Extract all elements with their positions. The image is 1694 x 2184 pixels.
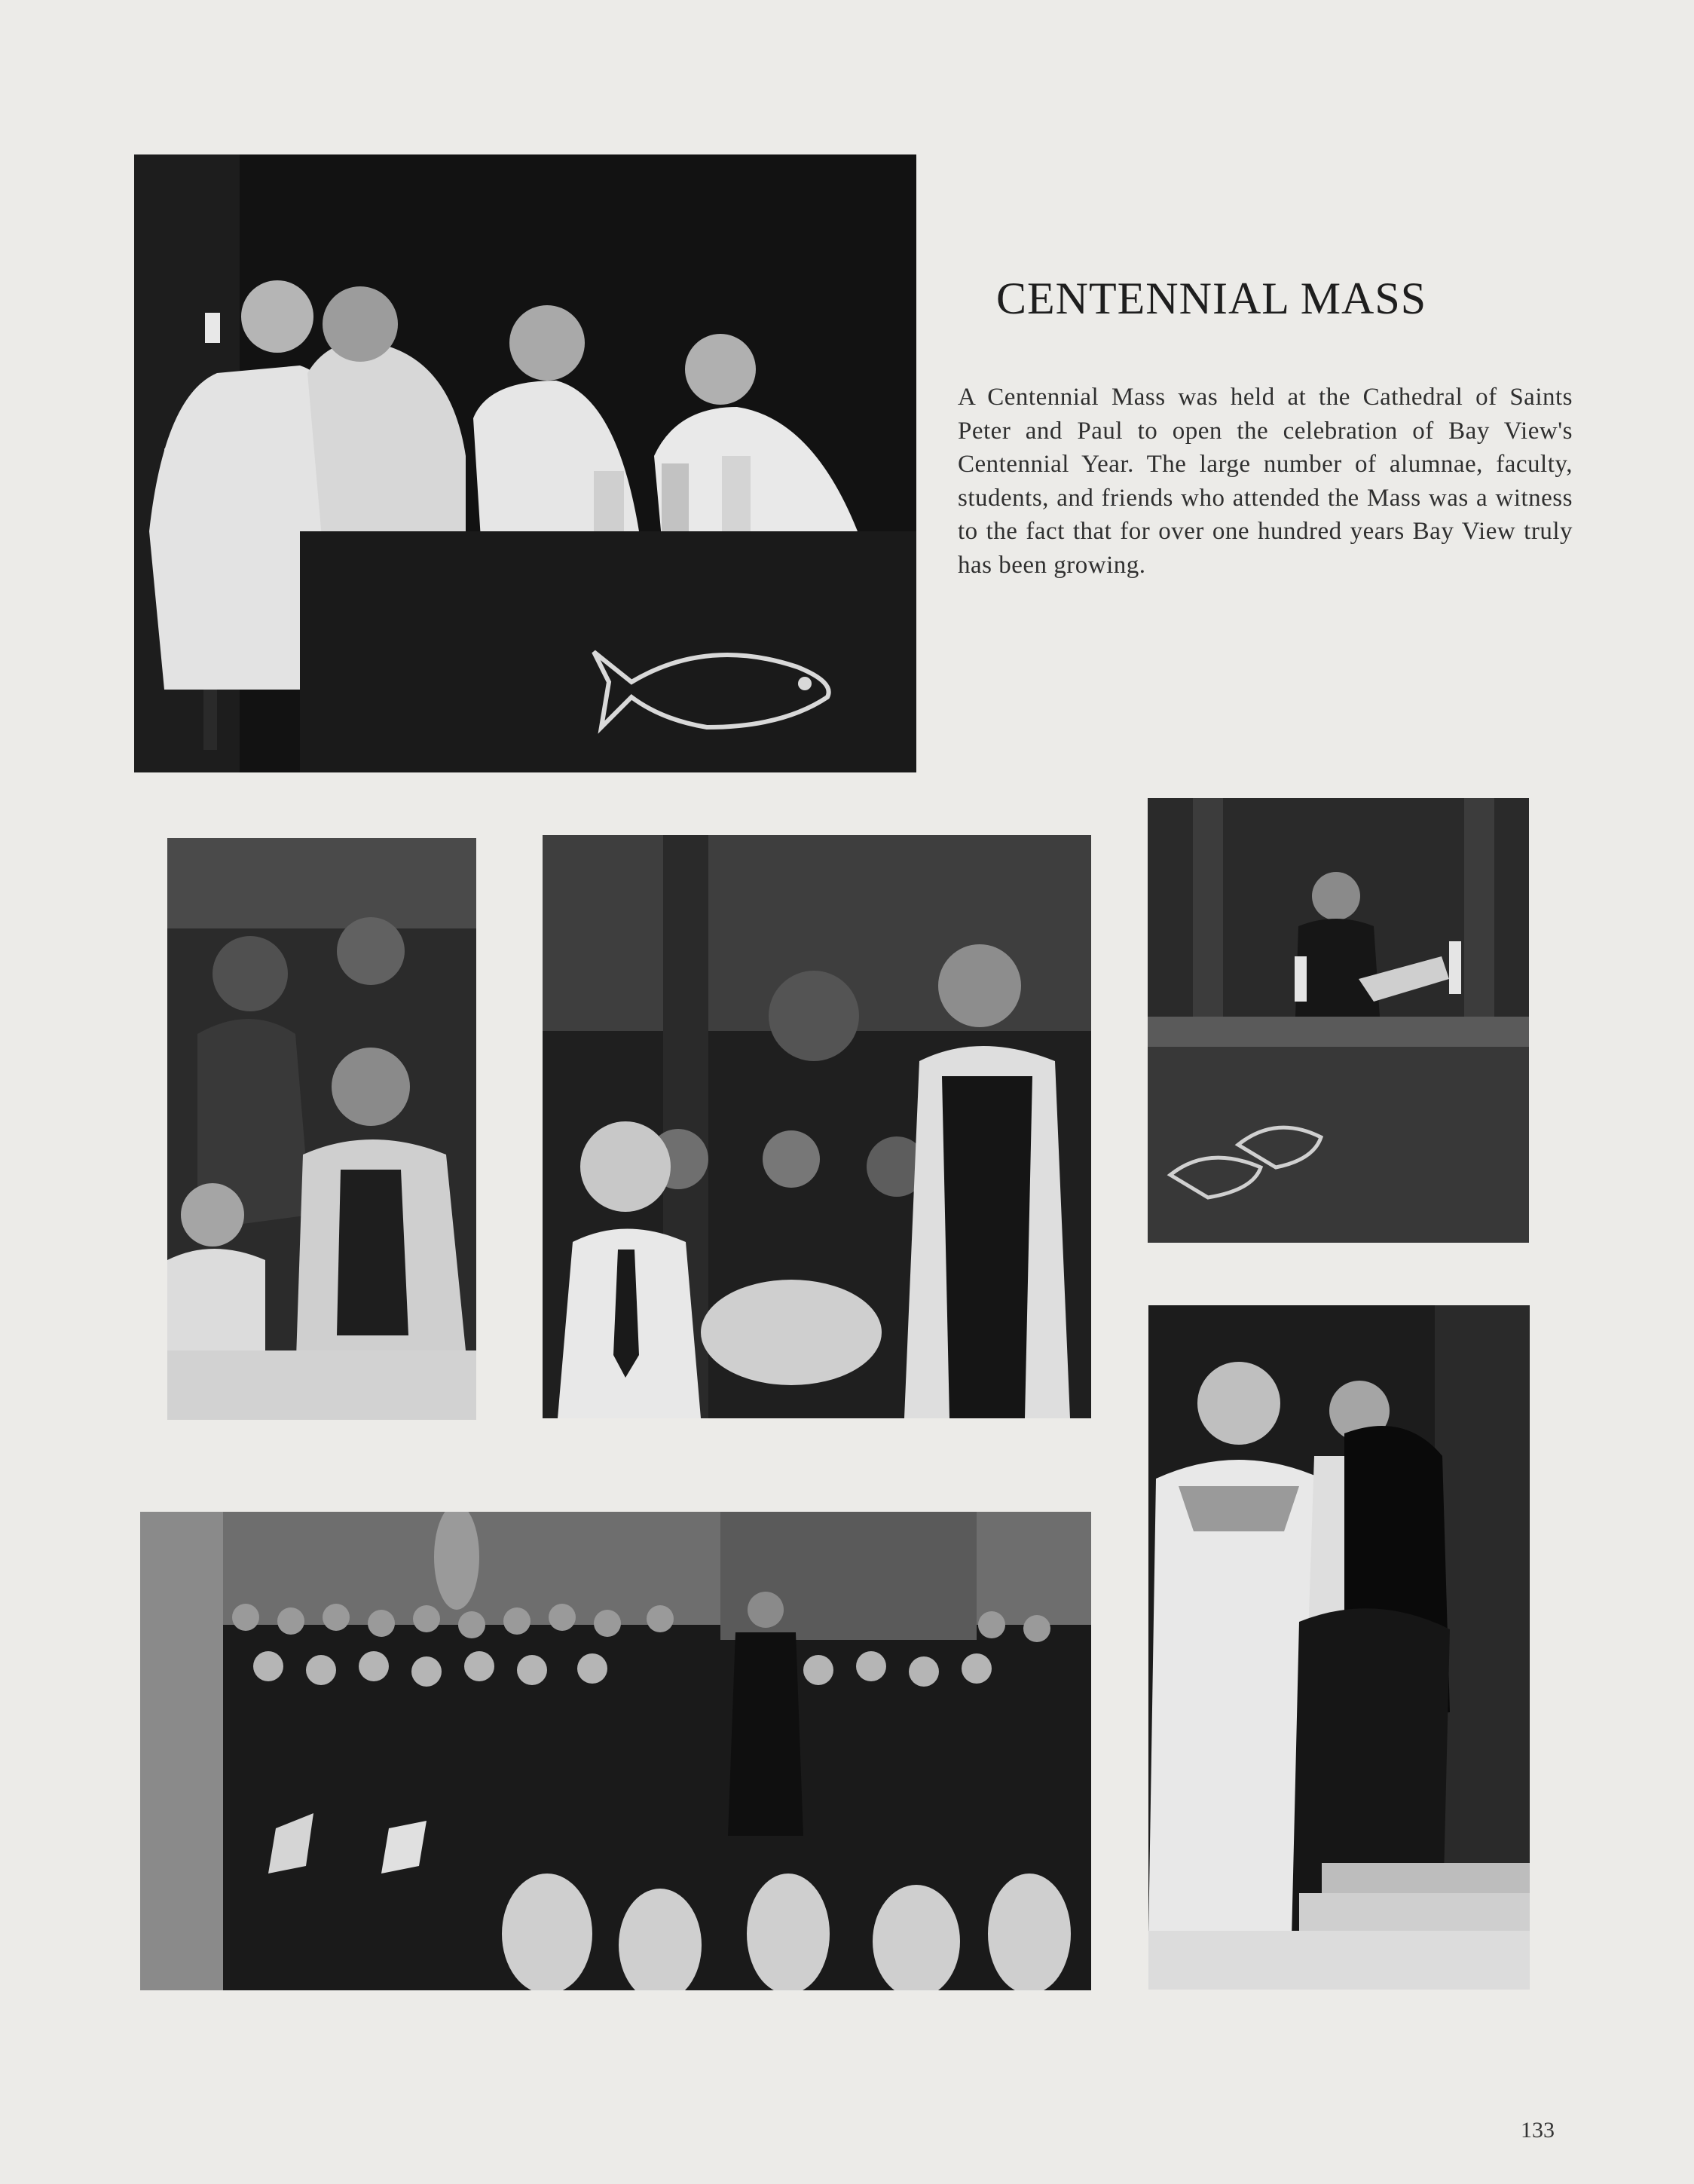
page-title: CENTENNIAL MASS xyxy=(996,274,1427,323)
photo-priests-at-altar xyxy=(134,154,916,772)
article-body: A Centennial Mass was held at the Cathedral of Saints Peter and Paul to open the celebration of Bay View's Centennial Year. The large number of alumnae, faculty, students, and friends who attended the Mass was a witness to the fact that for over one hundred years Bay View truly has been growing. xyxy=(958,384,1573,579)
photo-priest-greeting-nun xyxy=(1148,1305,1530,1990)
page-number: 133 xyxy=(1521,2118,1555,2143)
photo-choir-and-orchestra xyxy=(140,1512,1091,1990)
photo-lector-at-lectern xyxy=(1148,798,1529,1243)
photo-boy-and-student-procession xyxy=(543,835,1091,1418)
photo-students-in-pews xyxy=(167,838,476,1420)
